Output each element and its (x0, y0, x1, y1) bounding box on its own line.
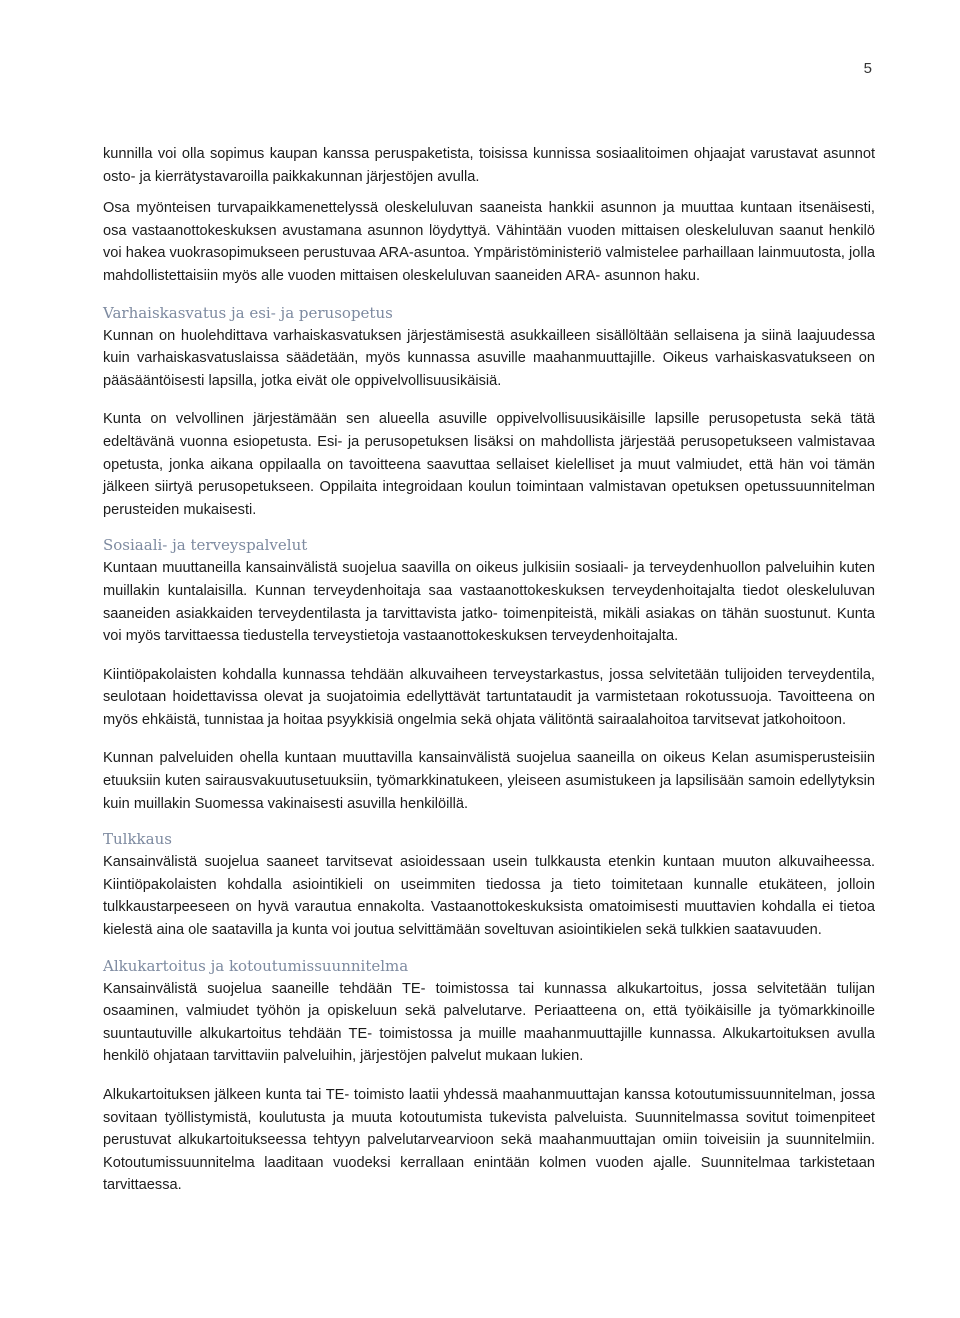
section-heading-early-education: Varhaiskasvatus ja esi- ja perusopetus (103, 303, 393, 322)
section-paragraph: Kuntaan muuttaneilla kansainvälistä suojelua saavilla on oikeus julkisiin sosiaali- ja terveydenhuollon palveluihin kuten muillakin kuntalaisilla. Kunnan terveydenhoitaja saa vastaanottokeskuksen terveydenhoitajalta tiedot oleskeluluvan saaneiden asiakkaiden terveydentilasta ja tarvittavista jatko- toimenpiteistä, mikäli asiakas on tähän suostunut. Kunta voi myös tarvittaessa tiedustella terveystietoja vastaanottokeskuksen terveydenhoitajalta. (103, 560, 875, 645)
paragraph-housing: Osa myönteisen turvapaikkamenettelyssä oleskeluluvan saaneista hankkii asunnon ja muuttaa kuntaan itsenäisesti, osa vastaanottokeskuksen avustamana asunnon löydyttyä. Vähintään vuoden mittaisen oleskeluluvan saanut henkilö voi hakea vuokrasopimukseen perustuvaa ARA-asuntoa. Ympäristöministeriö valmistelee parhaillaan lainmuutosta, jolla mahdollistettaisiin myös alle vuoden mittaisen oleskeluluvan saaneiden ARA- asunnon haku. (103, 200, 875, 284)
section-paragraph: Kiintiöpakolaisten kohdalla kunnassa tehdään alkuvaiheen terveystarkastus, jossa selvitetään tulijoiden terveydentila, seulotaan hoidettavissa olevat ja suojatoimia edellyttävät tartuntataudit ja varmistetaan rokotussuoja. Tavoitteena on myös ehkäistä, tunnistaa ja hoitaa psyykkisiä ongelmia sekä ohjata välitöntä sairaalahoitoa tarvitsevat jatkohoitoon. (103, 666, 875, 728)
section-paragraph: Kunta on velvollinen järjestämään sen alueella asuville oppivelvollisuusikäisille lapsille perusopetusta sekä tätä edeltävänä vuonna esiopetusta. Esi- ja perusopetuksen lisäksi on mahdollista järjestää perusopetukseen valmistavaa opetusta, jonka aikana oppilaalla on tavoitteena saavuttaa sellaiset kielelliset ja muut valmiudet, että hän voi tämän jälkeen siirtyä perusopetukseen. Oppilaita integroidaan koulun toimintaan valmistavan opetuksen opetussuunnitelman perusteiden mukaisesti. (103, 411, 875, 518)
section-paragraph: Kansainvälistä suojelua saaneet tarvitsevat asioidessaan usein tulkkausta etenkin kuntaan muuton alkuvaiheessa. Kiintiöpakolaisten kohdalla asiointikieli on useimmiten tiedossa ja tieto toimitetaan kunnalle etukäteen, jolloin tulkkaustarpeeseen on hyvä varautua ennakolta. Vastaanottokeskuksista omatoimisesti muuttavien kohdalla ei tietoa kielestä aina ole saatavilla ja kunta voi joutua selvittämään soveltuvan asiointikielen sekä tulkkien saatavuuden. (103, 854, 875, 939)
section-heading-initial-assessment: Alkukartoitus ja kotoutumissuunnitelma (103, 956, 409, 975)
page-number: 5 (863, 60, 872, 77)
section-paragraph: Kunnan palveluiden ohella kuntaan muuttavilla kansainvälistä suojelua saaneilla on oikeus Kelan asumisperusteisiin etuuksiin kuten sairausvakuutusetuuksiin, työmarkkinatukeen, yleiseen asumistukeen ja lapsilisään samoin edellytyksin kuin muillakin Suomessa vakinaisesti asuvilla henkilöillä. (103, 750, 875, 812)
section-paragraph: Kansainvälistä suojelua saaneille tehdään TE- toimistossa tai kunnassa alkukartoitus, jossa selvitetään tulijan osaaminen, valmiudet työhön ja opiskeluun sekä palvelutarve. Periaatteena on, että työikäisille ja työmarkkinoille suuntautuville alkukartoitus tehdään TE- toimistossa ja muille maahanmuuttajille kunnassa. Alkukartoituksen avulla henkilö ohjataan tarvittaviin palveluihin, järjestöjen palvelut mukaan lukien. (103, 980, 875, 1065)
section-paragraph: Kunnan on huolehdittava varhaiskasvatuksen järjestämisestä asukkailleen sisällöltään sellaisena ja siinä laajuudessa kuin varhaiskasvatuslaissa säädetään, myös kunnassa asuville maahanmuuttajille. Oikeus varhaiskasvatukseen on pääsääntöisesti lapsilla, jotka eivät ole oppivelvollisuusikäisiä. (103, 327, 875, 389)
document-body (103, 143, 875, 1213)
section-heading-interpretation: Tulkkaus (103, 830, 172, 849)
paragraph-continued: kunnilla voi olla sopimus kaupan kanssa peruspaketista, toisissa kunnissa sosiaalitoimen ohjaajat varustavat asunnot osto- ja kierrätystavaroilla paikkakunnan järjestöjen avulla. (103, 146, 875, 185)
section-heading-social-health: Sosiaali- ja terveyspalvelut (103, 536, 308, 555)
section-paragraph: Alkukartoituksen jälkeen kunta tai TE- toimisto laatii yhdessä maahanmuuttajan kanssa kotoutumissuunnitelman, jossa sovitaan työllistymistä, koulutusta ja muuta kotoutumista tukevista palveluista. Suunnitelmassa sovitut toimenpiteet perustuvat alkukartoitukseessa tehtyyn palvelutarvearvioon sekä maahanmuuttajan omiin toiveisiin ja suunnitelmiin. Kotoutumissuunnitelma laaditaan vuodeksi kerrallaan enintään kolmen vuoden ajalle. Suunnitelmaa tarkistetaan tarvittaessa. (103, 1087, 875, 1194)
